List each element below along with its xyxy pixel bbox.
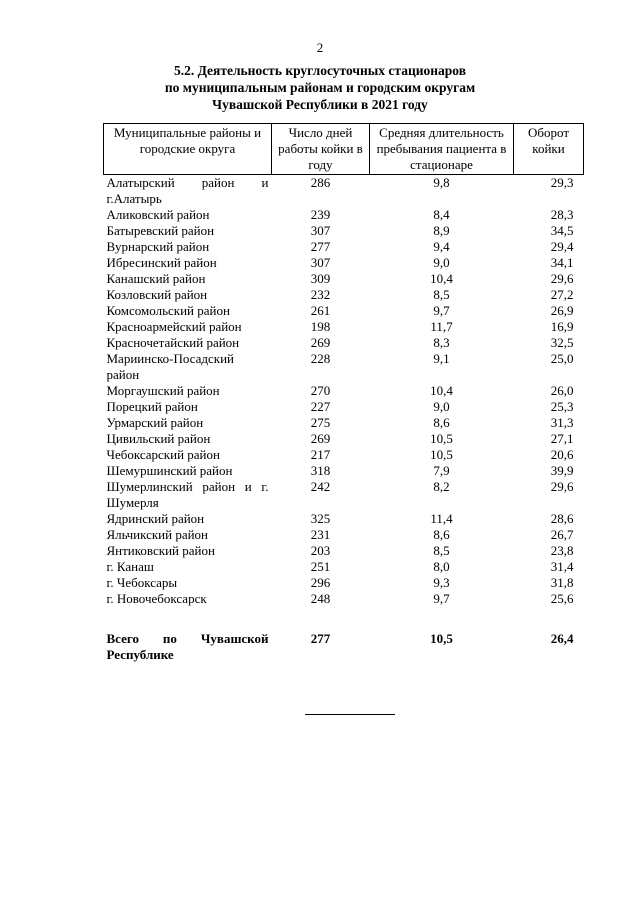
table-row [104,575,584,591]
table-row [104,431,584,447]
bed-turnover-cell: 34,1 [550,255,574,270]
bed-days-cell: 248 [310,591,331,606]
region-cell: Урмарский район [106,415,204,430]
avg-stay-cell: 7,9 [433,463,450,478]
bed-days-cell: 242 [310,479,331,494]
hospital-stats-table [103,123,584,663]
bed-days-cell: 277 [310,631,331,646]
bed-turnover-cell: 16,9 [550,319,574,334]
table-row [104,255,584,271]
bed-turnover-cell: 28,6 [550,511,574,526]
region-cell: г. Канаш [106,559,154,574]
page-number: 2 [316,40,324,55]
avg-stay-cell: 11,7 [430,319,453,334]
bed-turnover-cell: 29,3 [550,175,574,190]
bed-turnover-cell: 31,4 [550,559,574,574]
avg-stay-cell: 10,5 [430,431,453,446]
table-row [104,447,584,463]
bed-days-cell: 325 [310,511,331,526]
bed-days-cell: 198 [310,319,331,334]
region-cell: Алатырский район и г.Алатырь [106,175,269,206]
table-row [104,207,584,223]
bed-days-cell: 231 [310,527,331,542]
bed-days-cell: 251 [310,559,331,574]
avg-stay-cell: 10,4 [430,271,453,286]
avg-stay-cell: 8,9 [433,223,450,238]
title-line-3: Чувашской Республики в 2021 году [212,97,428,112]
avg-stay-cell: 9,0 [433,399,450,414]
bed-days-cell: 307 [310,223,331,238]
bed-turnover-cell: 32,5 [550,335,574,350]
avg-stay-cell: 8,4 [433,207,450,222]
bed-turnover-cell: 27,1 [550,431,574,446]
bed-days-cell: 203 [310,543,331,558]
region-cell: Ибресинский район [106,255,217,270]
region-cell: Вурнарский район [106,239,210,254]
avg-stay-cell: 8,6 [433,527,450,542]
table-body [104,175,584,664]
region-cell: Канашский район [106,271,206,286]
region-cell: Ядринский район [106,511,205,526]
bed-turnover-cell: 26,4 [550,631,574,646]
avg-stay-cell: 8,5 [433,287,450,302]
avg-stay-cell: 10,4 [430,383,453,398]
bed-turnover-cell: 39,9 [550,463,574,478]
table-row [104,175,584,208]
region-cell: Красноармейский район [106,319,242,334]
bed-turnover-cell: 26,7 [550,527,574,542]
table-row [104,271,584,287]
table-row [104,511,584,527]
bed-turnover-cell: 25,6 [550,591,574,606]
region-cell: Цивильский район [106,431,211,446]
table-row [104,479,584,511]
region-cell: г. Чебоксары [106,575,178,590]
avg-stay-cell: 9,7 [433,303,450,318]
table-row [104,303,584,319]
table-row [104,415,584,431]
avg-stay-cell: 9,3 [433,575,450,590]
region-cell: Красночетайский район [106,335,240,350]
bed-turnover-cell: 28,3 [550,207,574,222]
bed-days-cell: 261 [310,303,331,318]
bed-turnover-cell: 26,9 [550,303,574,318]
region-cell: Яльчикский район [106,527,209,542]
bed-turnover-cell: 29,6 [550,479,574,494]
table-title [0,62,640,113]
avg-stay-cell: 8,0 [433,559,450,574]
bed-turnover-cell: 31,8 [550,575,574,590]
bed-turnover-cell: 34,5 [550,223,574,238]
avg-stay-cell: 8,3 [433,335,450,350]
avg-stay-cell: 9,8 [433,175,450,190]
bed-turnover-cell: 27,2 [550,287,574,302]
region-cell: Порецкий район [106,399,198,414]
table-row [104,383,584,399]
avg-stay-cell: 11,4 [430,511,453,526]
bed-days-cell: 228 [310,351,331,366]
region-cell: Комсомольский район [106,303,230,318]
table-row [104,543,584,559]
table-row [104,351,584,383]
table-row [104,319,584,335]
table-row [104,399,584,415]
region-cell: Аликовский район [106,207,210,222]
table-row [104,591,584,607]
table-row [104,559,584,575]
table-row [104,527,584,543]
table-row [104,335,584,351]
footer-divider [305,714,395,715]
bed-days-cell: 286 [310,175,331,190]
title-line-1: 5.2. Деятельность круглосуточных стационаров [173,63,467,78]
region-cell: Всего по Чувашской Республике [106,631,269,662]
bed-turnover-cell: 29,6 [550,271,574,286]
avg-stay-cell: 10,5 [430,631,453,646]
avg-stay-cell: 8,6 [433,415,450,430]
avg-stay-cell: 9,7 [433,591,450,606]
bed-turnover-cell: 29,4 [550,239,574,254]
bed-days-cell: 318 [310,463,331,478]
region-cell: Козловский район [106,287,208,302]
region-cell: Мариинско-Посадский район [106,351,234,382]
bed-days-cell: 217 [310,447,331,462]
bed-turnover-cell: 26,0 [550,383,574,398]
avg-stay-cell: 8,2 [433,479,450,494]
region-cell: Шумерлинский район и г. Шумерля [106,479,269,510]
region-cell: Моргаушский район [106,383,220,398]
bed-turnover-cell: 31,3 [550,415,574,430]
bed-days-cell: 296 [310,575,331,590]
table-row [104,239,584,255]
bed-days-cell: 307 [310,255,331,270]
bed-turnover-cell: 20,6 [550,447,574,462]
avg-stay-cell: 9,0 [433,255,450,270]
bed-turnover-cell: 25,0 [550,351,574,366]
region-cell: г. Новочебоксарск [106,591,207,606]
bed-turnover-cell: 23,8 [550,543,574,558]
bed-days-cell: 275 [310,415,331,430]
table-row [104,463,584,479]
region-cell: Шемуршинский район [106,463,233,478]
bed-days-cell: 239 [310,207,331,222]
bed-days-cell: 309 [310,271,331,286]
bed-days-cell: 269 [310,431,331,446]
header-bed-days: Число дней работы койки в году [272,124,370,175]
region-cell: Батыревский район [106,223,215,238]
avg-stay-cell: 9,4 [433,239,450,254]
header-avg-stay: Средняя длительность пребывания пациента в стационаре [370,124,514,175]
avg-stay-cell: 8,5 [433,543,450,558]
avg-stay-cell: 10,5 [430,447,453,462]
bed-days-cell: 227 [310,399,331,414]
bed-days-cell: 270 [310,383,331,398]
table-row [104,287,584,303]
table-row [104,223,584,239]
total-row [104,607,584,663]
bed-days-cell: 277 [310,239,331,254]
avg-stay-cell: 9,1 [433,351,450,366]
table-header-row [104,124,584,175]
title-line-2: по муниципальным районам и городским округам [164,80,476,95]
region-cell: Янтиковский район [106,543,215,558]
bed-days-cell: 232 [310,287,331,302]
bed-days-cell: 269 [310,335,331,350]
bed-turnover-cell: 25,3 [550,399,574,414]
header-region: Муниципальные районы и городские округа [104,124,272,175]
region-cell: Чебоксарский район [106,447,220,462]
header-bed-turnover: Оборот койки [514,124,584,175]
